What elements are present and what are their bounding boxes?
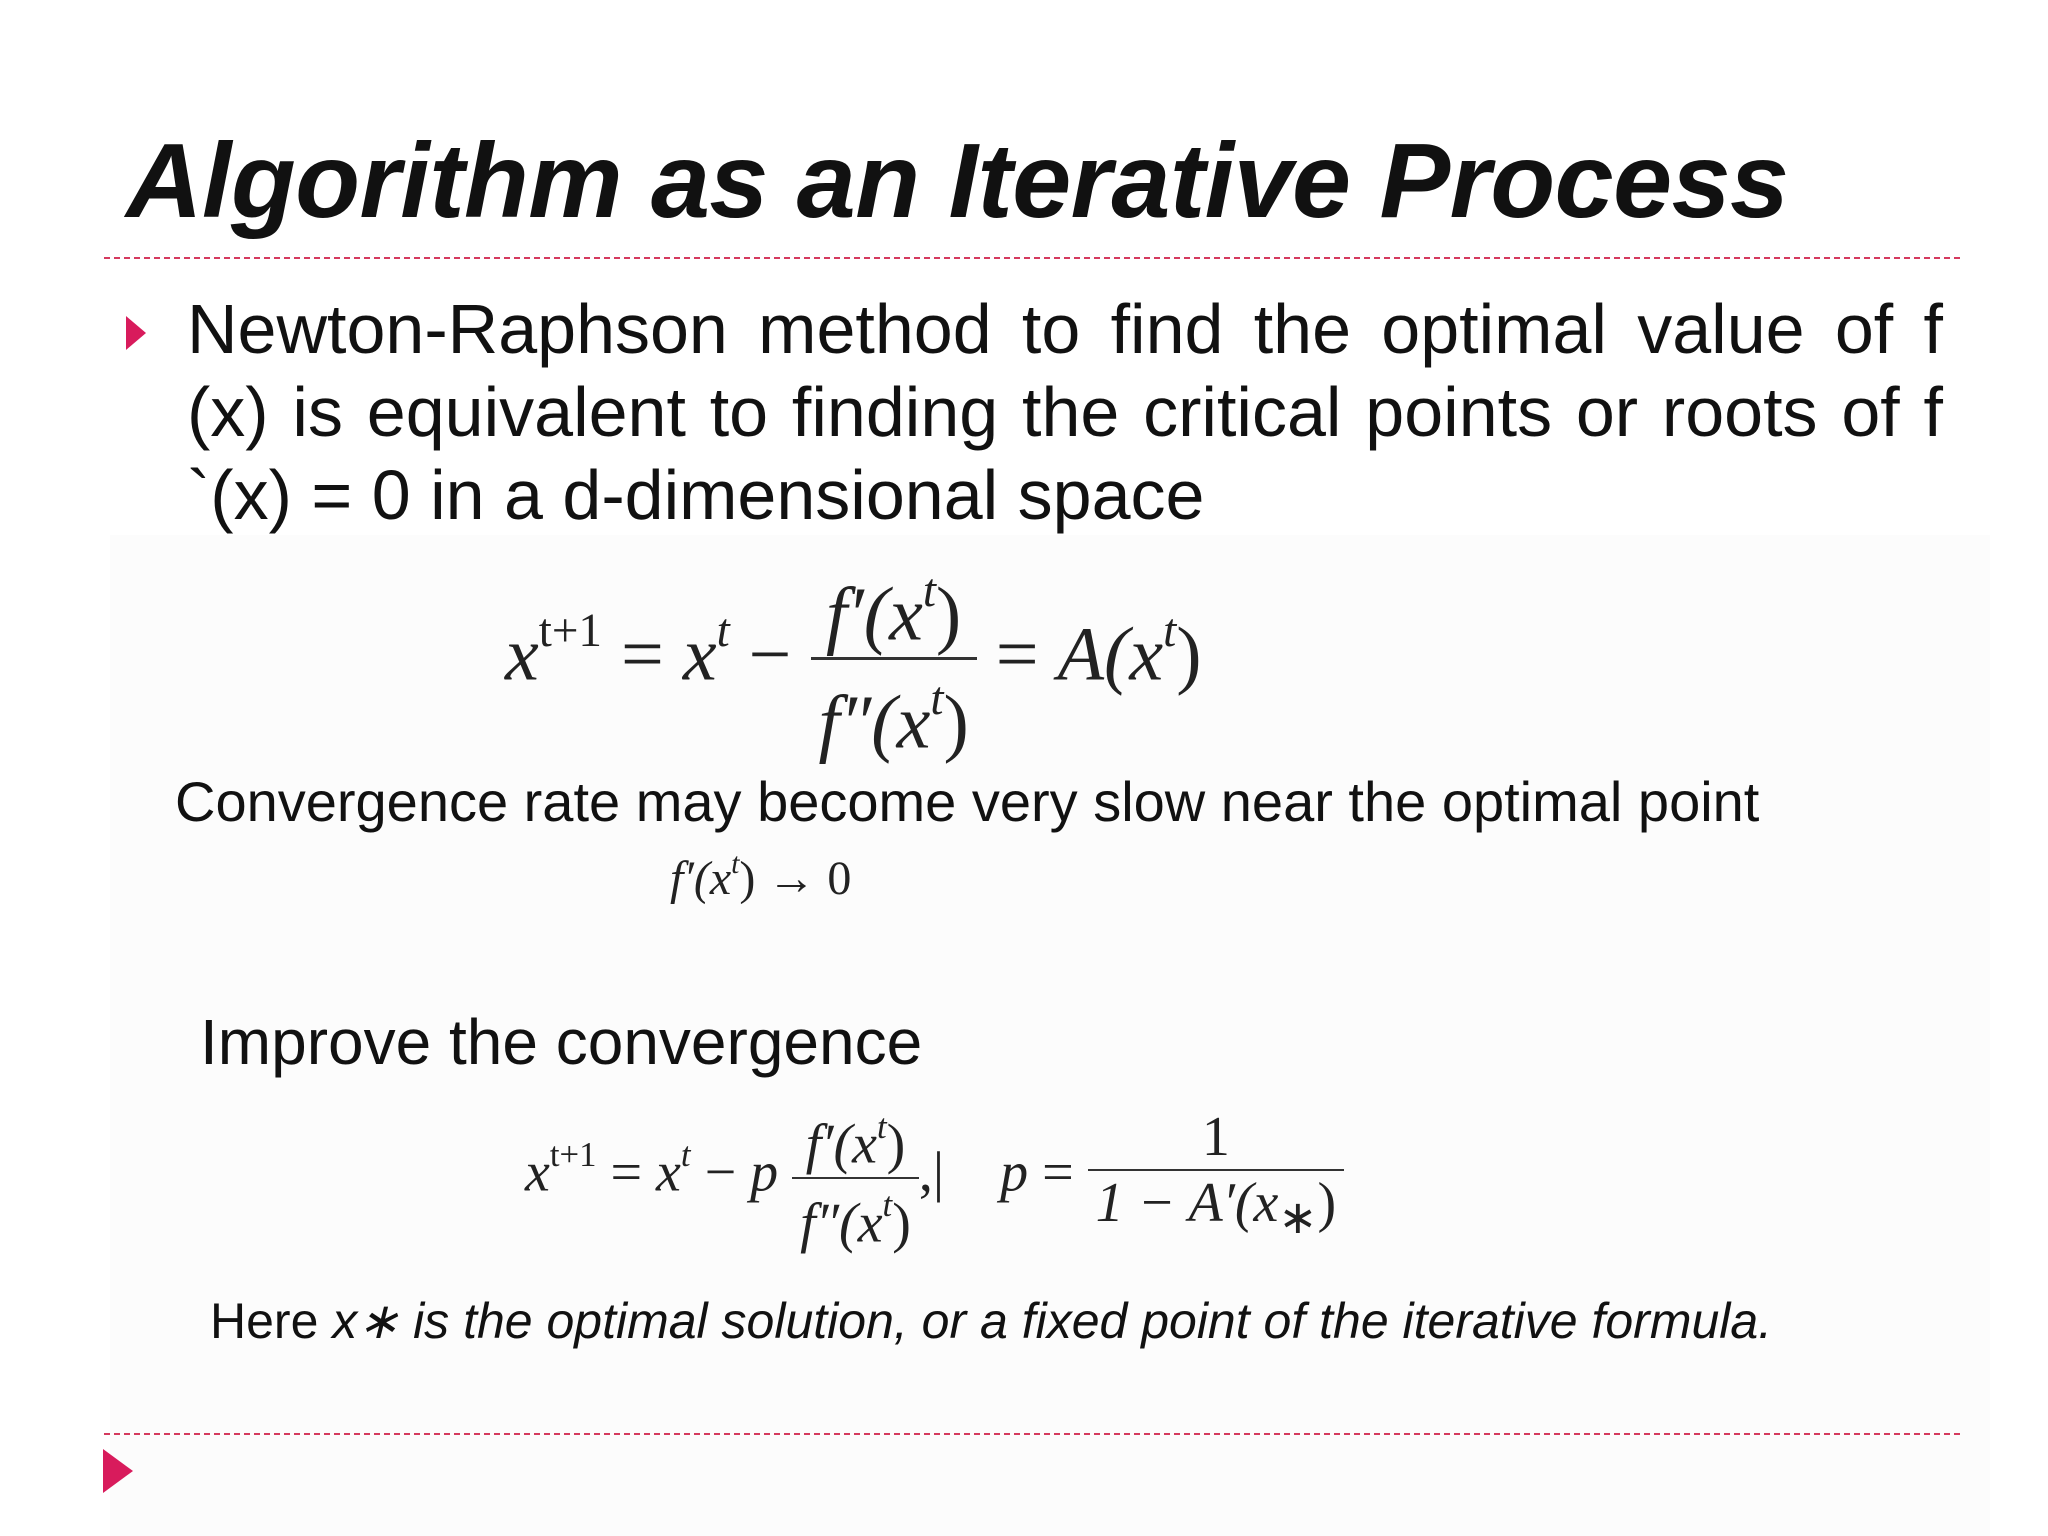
eq3-separator: ,| xyxy=(918,1141,945,1204)
eq3-numerator-close: ) xyxy=(886,1113,906,1176)
eq3-p: p xyxy=(750,1141,779,1204)
eq1-rhs: A(x xyxy=(1057,612,1164,697)
eq3-equals-1: = xyxy=(610,1141,643,1204)
eq1-numerator-text: f′(x xyxy=(826,572,923,657)
triangle-footer-icon xyxy=(103,1449,133,1493)
eq3-p-numerator: 1 xyxy=(1201,1106,1230,1169)
convergence-note: Convergence rate may become very slow near the optimal point xyxy=(175,770,1760,833)
eq3-equals-2: = xyxy=(1042,1141,1074,1204)
eq3-denominator-close: ) xyxy=(892,1192,911,1255)
eq1-rhs-sup: t xyxy=(1163,604,1177,657)
derivative-limit-equation xyxy=(670,846,852,905)
triangle-bullet-icon xyxy=(126,316,146,350)
eq2-text: f′(x xyxy=(670,852,732,905)
slide-title: Algorithm as an Iterative Process xyxy=(126,122,1789,240)
eq1-x-sup: t xyxy=(716,604,730,657)
newton-raphson-equation xyxy=(505,555,1202,769)
eq1-rhs-close: ) xyxy=(1176,612,1202,697)
here-prefix: Here xyxy=(210,1293,333,1349)
eq2-sup: t xyxy=(731,846,740,880)
eq1-lhs: x xyxy=(505,612,539,697)
eq3-minus: − xyxy=(704,1141,737,1204)
here-symbol: x∗ xyxy=(332,1293,400,1349)
eq1-equals-1: = xyxy=(620,612,664,697)
eq3-numerator-text: f′(x xyxy=(805,1113,877,1176)
eq2-tail: ) → 0 xyxy=(739,852,852,905)
eq1-denominator-text: f″(x xyxy=(818,680,931,765)
eq3-x-sup: t xyxy=(680,1134,691,1174)
eq1-minus: − xyxy=(748,612,792,697)
bottom-dashed-divider xyxy=(104,1433,1960,1435)
eq3-p-denominator-close: ) xyxy=(1317,1172,1337,1235)
eq1-numerator-sup: t xyxy=(922,564,936,617)
bullet-text: Newton-Raphson method to find the optimal value of f (x) is equivalent to finding the critical points or roots of f `(x) = 0 in a d-dimensional space xyxy=(187,290,1943,534)
fixed-point-note xyxy=(210,1293,1773,1349)
eq3-numerator xyxy=(792,1100,919,1177)
eq1-numerator xyxy=(811,555,977,657)
eq3-p-denominator-sub: ∗ xyxy=(1278,1192,1318,1245)
eq3-denominator-text: f″(x xyxy=(800,1192,883,1255)
eq1-lhs-sup: t+1 xyxy=(538,604,602,657)
eq3-denominator-sup: t xyxy=(882,1185,893,1225)
eq1-x: x xyxy=(682,612,717,697)
eq1-equals-2: = xyxy=(995,612,1039,697)
eq1-denominator-close: ) xyxy=(943,680,969,765)
eq3-lhs-sup: t+1 xyxy=(549,1134,597,1174)
eq1-denominator xyxy=(811,660,977,768)
improved-iteration-equation xyxy=(525,1100,1344,1255)
eq3-denominator xyxy=(792,1179,919,1256)
eq3-numerator-sup: t xyxy=(877,1106,887,1146)
here-rest: is the optimal solution, or a fixed point of the iterative formula. xyxy=(399,1293,1773,1349)
eq1-denominator-sup: t xyxy=(930,673,944,726)
eq3-p-fraction xyxy=(1088,1105,1345,1250)
eq1-fraction xyxy=(811,555,977,769)
eq3-p-def: p xyxy=(1000,1141,1029,1204)
top-dashed-divider xyxy=(104,257,1960,259)
improve-heading: Improve the convergence xyxy=(200,1006,923,1078)
eq3-fraction xyxy=(792,1100,919,1255)
eq3-x: x xyxy=(656,1141,681,1204)
eq3-lhs: x xyxy=(525,1141,550,1204)
eq1-numerator-close: ) xyxy=(935,572,962,657)
eq3-p-denominator xyxy=(1088,1171,1345,1250)
eq3-p-denominator-text: 1 − A′(x xyxy=(1095,1172,1279,1235)
